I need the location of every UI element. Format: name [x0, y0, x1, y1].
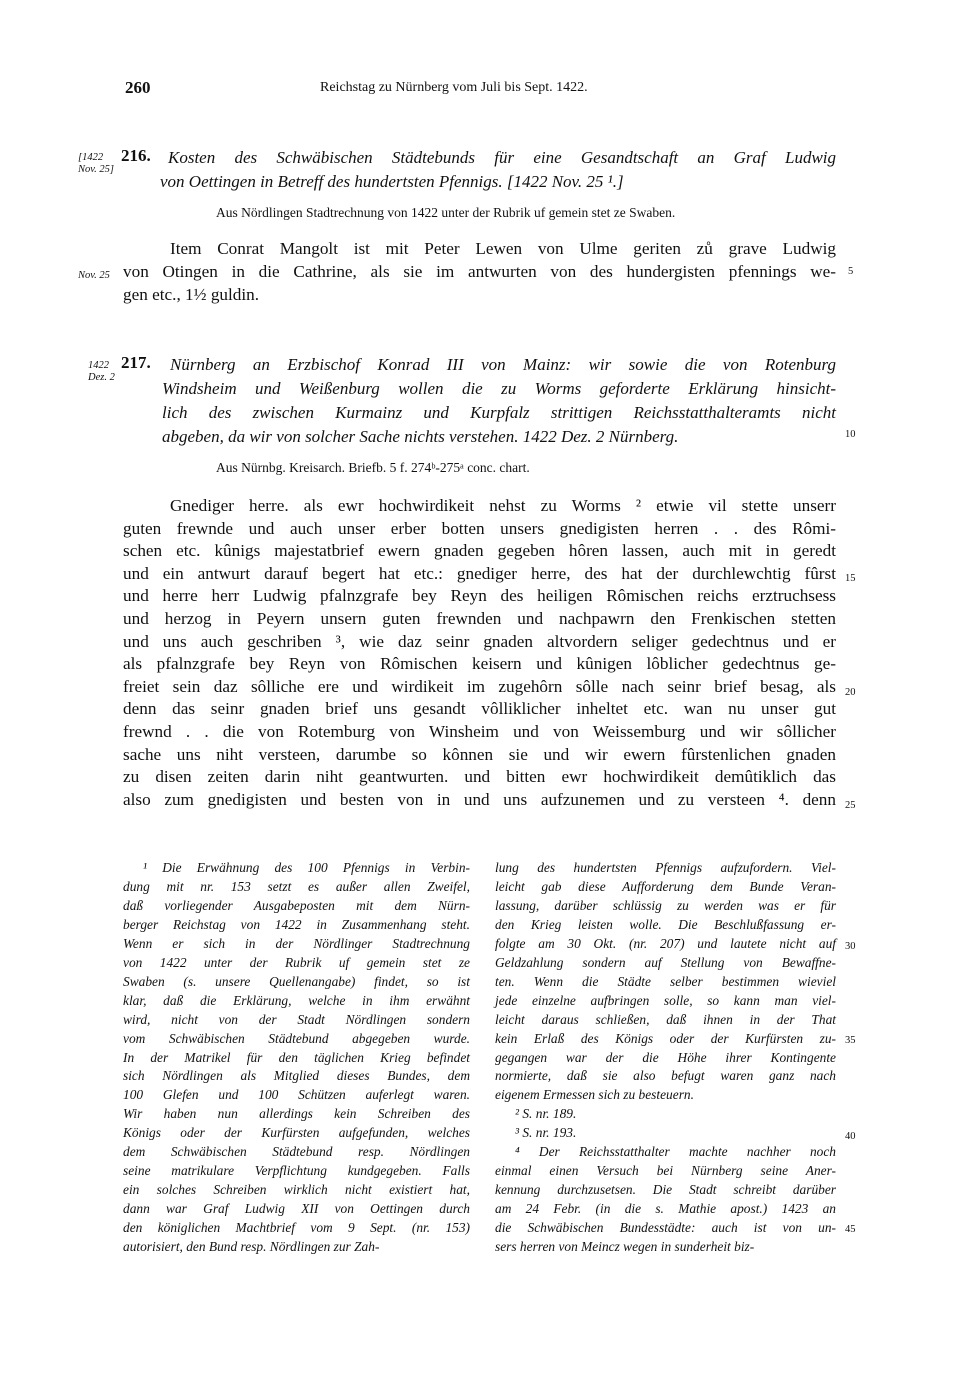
footnote-left-line-10: vom Schwäbischen Städtebund abgegeben wurde.: [123, 1030, 470, 1046]
footnote-left-line-8: klar, daß die Erklärung, welche in ihm erwähnt: [123, 992, 470, 1008]
footnote-left-line-7: Swaben (s. unsere Quellenangabe) findet, so ist: [123, 973, 470, 989]
footnote-right-line-4: den Krieg leisten wolle. Die Beschlußfassung er-: [495, 916, 836, 932]
footnote-left-line-20: den königlichen Machtbrief vom 9 Sept. (nr. 153): [123, 1220, 470, 1236]
text-217-line-13: zu disen zeiten darin niht geantwurten. und bitten ewr hochwirdikeit demûtiklich das: [123, 767, 836, 787]
footnote-left-line-9: wird, nicht von der Stadt Nördlingen sondern: [123, 1011, 470, 1027]
footnote-right-line-3: lassung, darüber schlüssig zu werden was er für: [495, 897, 836, 913]
text-217-line-5: und herre herr Ludwig pfalnzgrafe bey Reyn des heiligen Rômischen reichs erztruchsess: [123, 586, 836, 606]
margin-date-217: 1422 Dez. 2: [88, 360, 115, 383]
source-note-217: Aus Nürnbg. Kreisarch. Briefb. 5 f. 274ᵇ-275ᵃ conc. chart.: [216, 460, 530, 475]
text-217-line-10: denn das seinr gnaden brief uns gesandt vôlliklicher inheltet etc. wan nu unser gut: [123, 699, 836, 719]
text-216-line1: Item Conrat Mangolt ist mit Peter Lewen von Ulme geriten zů grave Ludwig: [170, 239, 836, 258]
line-number-30: 30: [845, 941, 856, 952]
footnote-right-line-7: ten. Wenn die Städte selber bestimmen wieviel: [495, 973, 836, 989]
source-note-216: Aus Nördlingen Stadtrechnung von 1422 unter der Rubrik uf gemein stet ze Swaben.: [216, 205, 676, 220]
text-217-line-2: guten frewnde und auch unser erber botten unsers gnedigisten herren . . des Rômi-: [123, 518, 836, 538]
footnote-right-line-2: leicht gab diese Aufforderung dem Bunde Veran-: [495, 878, 836, 894]
footnote-right-line-20: die Schwäbischen Bundesstädte: auch ist von un-: [495, 1220, 836, 1236]
footnote-right-line-11: gegangen war der die Höhe ihrer Kontingente: [495, 1049, 836, 1065]
text-217-line-12: sache uns niht versteen, darumbe so kônnen sie und wir ewern fûrstenlichen gnaden: [123, 744, 836, 764]
entry-number-216: 216.: [121, 146, 151, 165]
text-217-line-6: und herzog in Peyern unsern guten frewnden und nachpawrn den Frenkischen stetten: [123, 609, 836, 628]
line-number-15: 15: [845, 573, 856, 584]
footnote-right-line-9: leicht daraus schließen, daß ihnen in der That: [495, 1011, 836, 1027]
running-title: Reichstag zu Nürnberg vom Juli bis Sept. 1422.: [320, 80, 588, 95]
footnote-left-line-3: daß vorliegender Ausgabeposten mit dem Nürn-: [123, 897, 470, 913]
text-216-line3: gen etc., 1½ guldin.: [123, 285, 260, 304]
footnote-right-line-15: ³ S. nr. 193.: [515, 1125, 577, 1141]
entry-title-217-line2: Windsheim und Weißenburg wollen die zu Worms geforderte Erklärung hinsicht-: [162, 379, 836, 398]
footnote-left-line-12: sich Nördlingen als Mitglied dieses Bundes, dem: [123, 1068, 470, 1084]
footnote-right-line-19: am 24 Febr. (in die s. Mathie apost.) 1423 an: [495, 1201, 836, 1217]
footnote-left-line-14: Wir haben nun allerdings kein Schreiben des: [123, 1106, 470, 1122]
footnote-right-line-13: eigenem Ermessen sich zu besteuern.: [495, 1087, 694, 1103]
footnote-right-line-18: kennung durchzusetsen. Die Stadt schreibt darüber: [495, 1182, 836, 1198]
footnote-left-line-17: seine matrikulare Verpflichtung kundgegeben. Falls: [123, 1163, 470, 1179]
footnote-right-line-17: einmal einen Versuch bei Nürnberg seine Aner-: [495, 1163, 836, 1179]
entry-title-217-line3: lich des zwischen Kurmainz und Kurpfalz strittigen Reichsstatthalteramts nicht: [162, 403, 836, 422]
line-number-20: 20: [845, 687, 856, 698]
line-number-45: 45: [845, 1224, 856, 1235]
footnote-right-line-5: folgte am 30 Okt. (nr. 207) und lautete nicht auf: [495, 935, 836, 951]
text-217-line-1: Gnediger herre. als ewr hochwirdikeit nehst zu Worms ² etwie vil stette unserr: [170, 496, 836, 515]
text-217-line-14: also zum gnedigisten und besten von in und uns aufzunemen und zu versteen ⁴. denn: [123, 789, 836, 809]
line-number-40: 40: [845, 1131, 856, 1142]
entry-title-217-line1: Nürnberg an Erzbischof Konrad III von Mainz: wir sowie die von Rotenburg: [170, 355, 836, 374]
footnote-right-line-12: normierte, daß sie also befugt waren ganz nach: [495, 1068, 836, 1084]
line-number-25: 25: [845, 800, 856, 811]
entry-title-216-line1: Kosten des Schwäbischen Städtebunds für eine Gesandtschaft an Graf Ludwig: [168, 148, 836, 167]
footnote-right-line-1: lung des hundertsten Pfennigs aufzufordern. Viel-: [495, 860, 836, 875]
footnote-right-line-8: jede einzelne aufbringen solle, so kann man viel-: [495, 992, 836, 1008]
entry-title-216-line2: von Oettingen in Betreff des hundertsten Pfennigs. [1422 Nov. 25 ¹.]: [160, 172, 624, 191]
footnote-left-line-16: dem Schwäbischen Städtebund resp. Nördlingen: [123, 1144, 470, 1160]
entry-number-217: 217.: [121, 353, 151, 372]
text-217-line-3: schen etc. kûnigs majestatbrief ewern gnaden gegeben hôren lassen, auch mit in geredt: [123, 541, 836, 561]
footnote-left-line-2: dung mit nr. 153 setzt es außer allen Zweifel,: [123, 878, 470, 894]
footnote-right-line-21: sers herren von Meincz wegen in sunderheit biz-: [495, 1239, 755, 1254]
footnote-left-line-4: berger Reichstag von 1422 in Zusammenhang steht.: [123, 916, 470, 932]
entry-title-217-line4: abgeben, da wir von solcher Sache nichts verstehen. 1422 Dez. 2 Nürnberg.: [162, 427, 679, 446]
text-217-line-7: und uns auch geschriben ³, wie daz seinr gnaden altvordern seliger gedechtnus und er: [123, 631, 836, 651]
footnote-left-line-15: Königs oder der Kurfürsten aufgefunden, welches: [123, 1125, 470, 1141]
footnote-left-line-6: von 1422 unter der Rubrik uf gemein stet ze: [123, 954, 470, 970]
footnote-left-line-11: In der Matrikel für den täglichen Krieg befindet: [123, 1049, 470, 1065]
footnote-left-line-13: 100 Glefen und 100 Schützen auferlegt waren.: [123, 1087, 470, 1103]
footnote-left-line-18: ein solches Schreiben wirklich nicht existiert hat,: [123, 1182, 470, 1198]
text-217-line-11: frewnd . . die von Rotemburg von Winsheim und von Weissemburg und wir sôllicher: [123, 722, 836, 741]
footnote-right-line-6: Geldzahlung sondern auf Stellung von Bewaffne-: [495, 954, 836, 970]
line-number-5: 5: [848, 266, 854, 277]
footnote-right-line-16: ⁴ Der Reichsstatthalter machte nachher noch: [515, 1144, 836, 1160]
footnote-left-line-19: dann war Graf Ludwig XII von Oettingen durch: [123, 1201, 470, 1217]
line-number-35: 35: [845, 1035, 856, 1046]
text-216-line2: von Otingen in die Cathrine, als sie im antwurten von des hundergisten pfennings we-: [123, 262, 836, 281]
text-217-line-4: und ein antwurt darauf begert hat etc.: gnediger herre, des hat der durchlewchtig fûrst: [123, 563, 836, 583]
footnote-left-line-5: Wenn er sich in der Nördlinger Stadtrechnung: [123, 935, 470, 951]
footnote-left-line-21: autorisiert, den Bund resp. Nördlingen zur Zah-: [123, 1239, 380, 1254]
margin-note-nov25: Nov. 25: [78, 270, 110, 281]
footnote-right-line-10: kein Erlaß des Königs oder der Kurfürsten zu-: [495, 1030, 836, 1046]
margin-date-216: [1422 Nov. 25]: [78, 152, 114, 175]
footnote-right-line-14: ² S. nr. 189.: [515, 1106, 577, 1122]
text-217-line-8: als pfalnzgrafe bey Reyn von Rômischen keisern und kûnigen lôblicher gedechtnus ge-: [123, 654, 836, 674]
footnote-left-line-1: ¹ Die Erwähnung des 100 Pfennigs in Verbin-: [143, 860, 470, 875]
text-217-line-9: freiet sein daz sôlliche ere und wirdikeit im zugehôrn sôlle nach seinr brief besag, als: [123, 676, 836, 696]
line-number-10: 10: [845, 429, 856, 440]
page-number: 260: [125, 78, 151, 97]
